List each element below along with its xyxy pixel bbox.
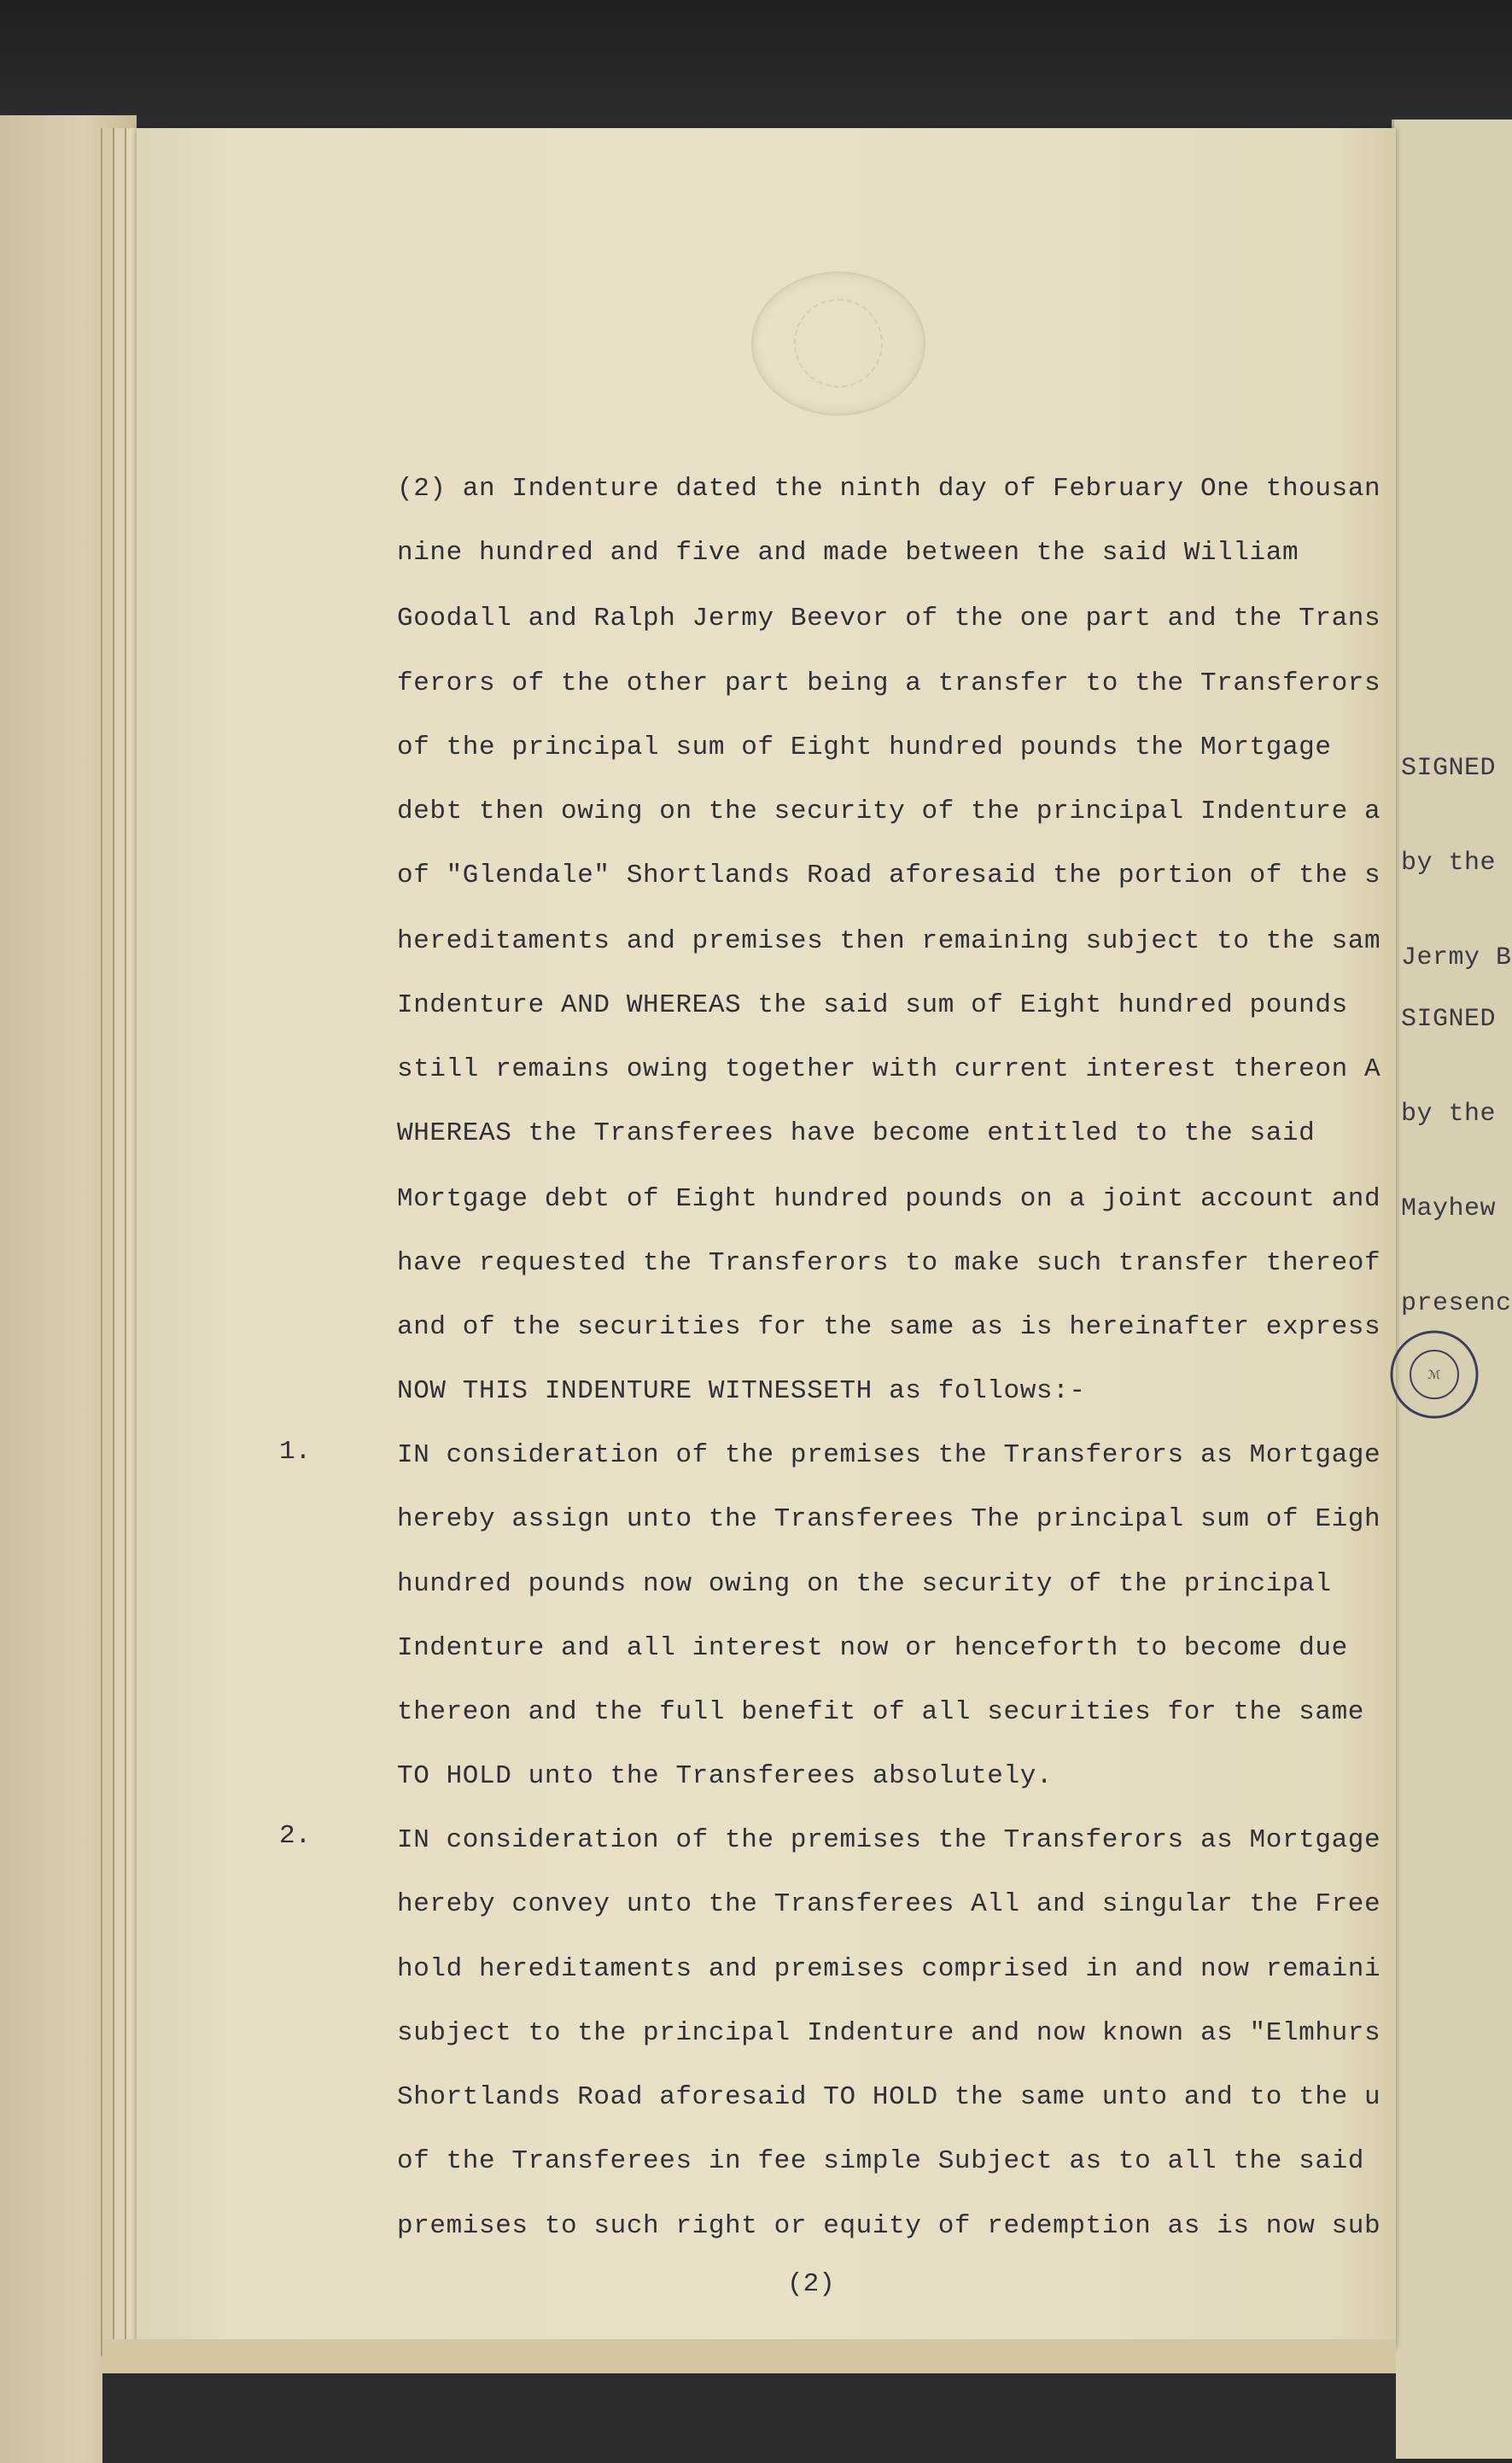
margin-line: Jermy B [1401, 943, 1512, 972]
clause-number: 1. [279, 1437, 312, 1467]
document-line: of the principal sum of Eight hundred pounds the Mortgage [397, 732, 1332, 762]
document-line: Indenture and all interest now or henceforth to become due [397, 1633, 1348, 1663]
document-line: hereby assign unto the Transferees The principal sum of Eigh [397, 1504, 1381, 1534]
margin-signed-block-2 [1401, 941, 1512, 1383]
document-line: WHEREAS the Transferees have become entitled to the said [397, 1118, 1316, 1148]
document-line: Mortgage debt of Eight hundred pounds on a joint account and [397, 1184, 1381, 1214]
margin-line: SIGNED [1401, 1005, 1497, 1034]
document-line: TO HOLD unto the Transferees absolutely. [397, 1761, 1054, 1791]
margin-line: by the [1401, 1100, 1497, 1129]
margin-line: by the [1401, 849, 1497, 878]
margin-line: SIGNED [1401, 754, 1497, 783]
document-line: Shortlands Road aforesaid TO HOLD the same unto and to the u [397, 2082, 1381, 2112]
document-page [137, 128, 1396, 2348]
book-cover-bottom [102, 2339, 1396, 2463]
page-number: (2) [787, 2269, 835, 2299]
document-line: IN consideration of the premises the Transferors as Mortgage [397, 1825, 1381, 1855]
svg-text:ℳ: ℳ [1427, 1369, 1441, 1382]
embossed-seal-inner [794, 299, 883, 388]
book-cover-top [0, 0, 1512, 128]
land-registry-stamp [1387, 1328, 1481, 1421]
page-bottom-edge [102, 2339, 1396, 2373]
document-line: of "Glendale" Shortlands Road aforesaid the portion of the s [397, 861, 1381, 890]
document-line: still remains owing together with current interest thereon A [397, 1054, 1381, 1084]
right-underlying-page [1392, 120, 1512, 2459]
document-line: NOW THIS INDENTURE WITNESSETH as follows:- [397, 1376, 1086, 1406]
document-line: IN consideration of the premises the Transferors as Mortgage [397, 1440, 1381, 1470]
document-line: of the Transferees in fee simple Subject as to all the said [397, 2146, 1364, 2176]
document-line: premises to such right or equity of redemption as is now sub [397, 2211, 1381, 2241]
document-line: subject to the principal Indenture and now known as "Elmhurs [397, 2018, 1381, 2048]
margin-line: Mayhew [1401, 1194, 1497, 1223]
document-line: hundred pounds now owing on the security of the principal [397, 1569, 1332, 1599]
document-line: hereby convey unto the Transferees All and singular the Free [397, 1889, 1381, 1919]
document-line: hold hereditaments and premises comprised in and now remaini [397, 1954, 1381, 1984]
document-line: ferors of the other part being a transfer to the Transferors [397, 668, 1381, 698]
document-line: (2) an Indenture dated the ninth day of February One thousan [397, 474, 1381, 504]
document-line: debt then owing on the security of the principal Indenture a [397, 797, 1381, 826]
clause-number: 2. [279, 1821, 312, 1851]
document-line: and of the securities for the same as is hereinafter express [397, 1312, 1381, 1342]
document-line: Goodall and Ralph Jermy Beevor of the one part and the Trans [397, 604, 1381, 633]
document-line: thereon and the full benefit of all securities for the same [397, 1697, 1364, 1727]
document-line: Indenture AND WHEREAS the said sum of Eight hundred pounds [397, 990, 1348, 1020]
document-line: nine hundred and five and made between the said William [397, 538, 1299, 568]
document-line: hereditaments and premises then remaining subject to the sam [397, 926, 1381, 956]
document-line: have requested the Transferors to make such transfer thereof [397, 1248, 1381, 1278]
margin-line: presenc [1401, 1289, 1512, 1318]
